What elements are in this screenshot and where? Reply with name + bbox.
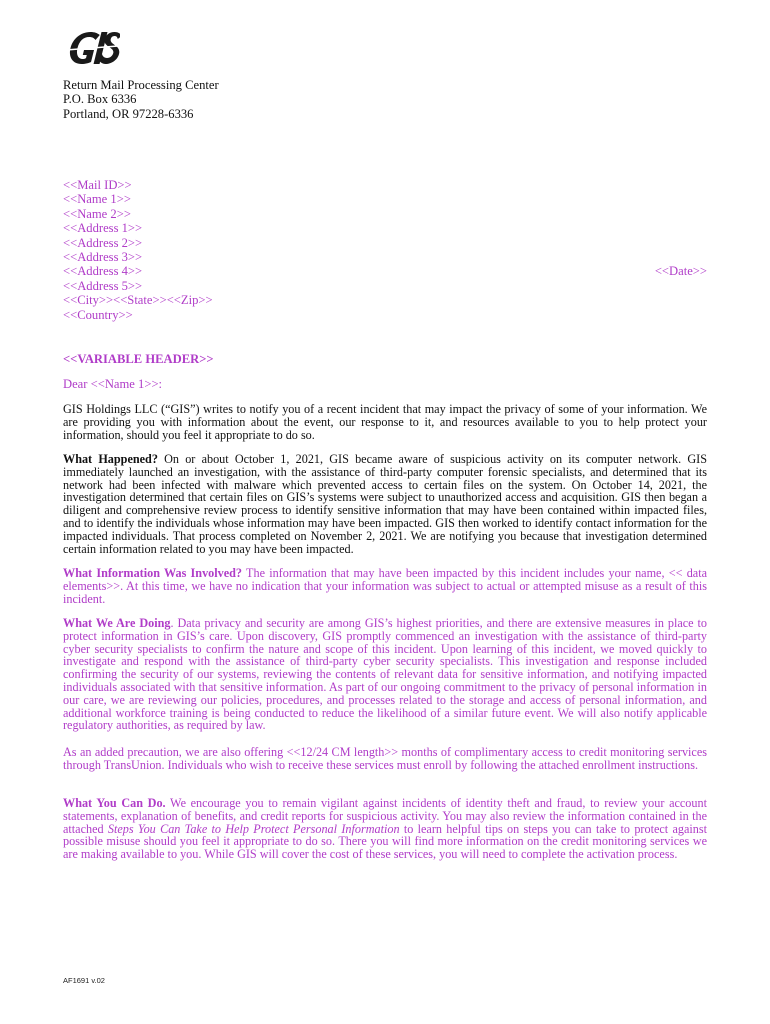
what-you-can-do-paragraph — [63, 797, 707, 861]
recipient-merge-fields — [63, 178, 213, 322]
merge-field-address-2: <<Address 2>> — [63, 235, 143, 250]
what-we-are-doing-text: . Data privacy and security are among GIS’s highest priorities, and there are extensive measures in place to protect information in GIS’s care. Upon discovery, GIS promptly commenced an investigation with the assistance of third-party cyber security specialists to confirm the nature and scope of this incident. Upon learning of this incident, we moved quickly to investigate and respond with the assistance of third-party cyber security specialists. This investigation and response included confirming the security of our systems, reviewing the contents of relevant data for sensitive information, and notifying impacted individuals associated with that sensitive information. As part of our ongoing commitment to the privacy of personal information in our care, we are reviewing our policies, procedures, and processes related to the storage and access of personal information, and additional workforce training is being conducted to reduce the likelihood of a similar future event. We will also notify applicable regulatory authorities, as required by law. — [63, 616, 708, 733]
what-happened-paragraph — [63, 453, 707, 555]
merge-field-address-5: <<Address 5>> — [63, 278, 143, 293]
merge-field-mail-id: <<Mail ID>> — [63, 178, 132, 192]
merge-field-address-1: <<Address 1>> — [63, 221, 143, 236]
return-address-line: Portland, OR 97228-6336 — [63, 106, 194, 121]
intro-paragraph: GIS Holdings LLC (“GIS”) writes to notify you of a recent incident that may impact the privacy of some of your information. We are providing you with information about the event, our response to it, and resources available to you to help protect your information, should you feel it appropriate to do so. — [63, 402, 707, 442]
merge-field-address-3: <<Address 3>> — [63, 250, 143, 265]
form-code: AF1691 v.02 — [63, 976, 105, 985]
return-address — [63, 78, 219, 121]
what-information-text: The information that may have been impacted by this incident includes your name, << data elements>>. At this time, we have no indication that your information was subject to actual or attempted misuse as a result of this incident. — [63, 566, 707, 606]
variable-header: <<VARIABLE HEADER>> — [63, 352, 214, 366]
what-we-are-doing-heading: What We Are Doing — [63, 616, 171, 630]
steps-document-title: Steps You Can Take to Help Protect Personal Information — [107, 821, 400, 836]
merge-field-date: <<Date>> — [654, 264, 707, 278]
what-happened-heading: What Happened? — [63, 452, 158, 466]
what-you-can-do-text: We encourage you to remain vigilant against incidents of identity theft and fraud, to review your account statements, explanation of benefits, and credit reports for suspicious activity. You may also review the information contained in the attached — [63, 796, 707, 836]
return-address-line: P.O. Box 6336 — [63, 92, 137, 107]
return-address-line: Return Mail Processing Center — [63, 78, 219, 92]
merge-field-address-4: <<Address 4>> — [63, 264, 143, 279]
what-we-are-doing-paragraph — [63, 617, 707, 732]
merge-field-country: <<Country>> — [63, 307, 133, 322]
precaution-paragraph: As an added precaution, we are also offering <<12/24 CM length>> months of complimentary access to credit monitoring services through TransUnion. Individuals who wish to receive these services must enroll by following the attached enrollment instructions. — [63, 745, 707, 772]
merge-field-city-state-zip: <<City>><<State>><<Zip>> — [63, 293, 213, 308]
merge-field-name-1: <<Name 1>> — [63, 192, 131, 207]
gis-logo — [64, 26, 120, 74]
what-you-can-do-heading: What You Can Do. — [63, 796, 166, 810]
merge-field-name-2: <<Name 2>> — [63, 206, 131, 221]
what-you-can-do-text-end: to learn helpful tips on steps you can take to protect against possible misuse should you feel it appropriate to do so. There you will find more information on the credit monitoring services we are making available to you. While GIS will cover the cost of these services, you will need to complete the activation process. — [63, 821, 707, 862]
salutation: Dear <<Name 1>>: — [63, 377, 163, 391]
what-information-paragraph — [63, 567, 707, 605]
what-happened-text: On or about October 1, 2021, GIS became aware of suspicious activity on its computer network. GIS immediately launched an investigation, with the assistance of third-party computer forensic specialists, and determined that its network had been infected with malware which prevented access to certain files on the system. On October 14, 2021, the investigation determined that certain files on GIS’s systems were subject to unauthorized access and acquisition. GIS then began a diligent and comprehensive review process to identify sensitive information that may have been contained within impacted files, and to identify the individuals whose information may have been impacted. GIS then worked to identify contact information for the impacted individuals. That process completed on November 2, 2021. We are notifying you because that investigation determined certain information related to you may have been impacted. — [63, 452, 707, 556]
what-information-heading: What Information Was Involved? — [63, 566, 243, 580]
